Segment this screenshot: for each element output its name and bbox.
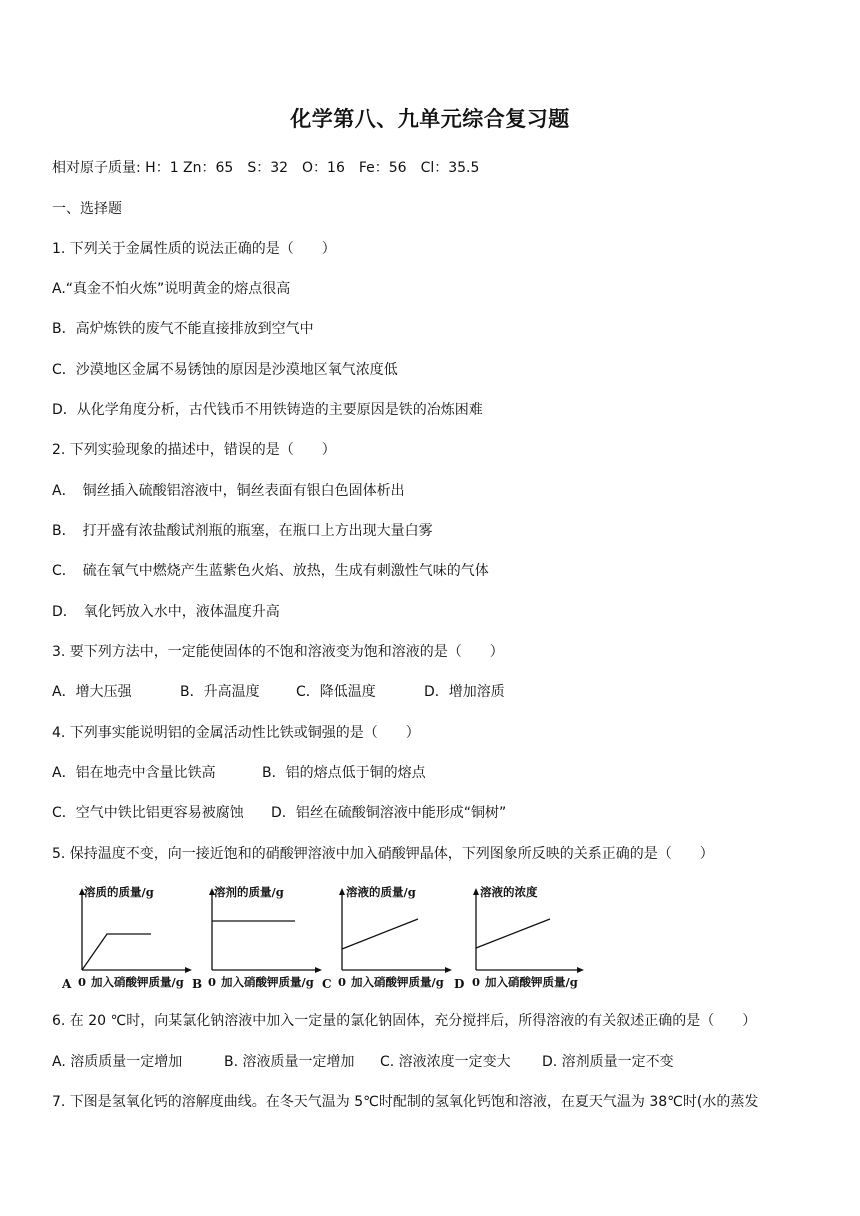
- graph-a-origin: 0: [78, 975, 87, 989]
- question-3-option-c: C．降低温度: [296, 684, 376, 700]
- graph-d-ylabel: 溶液的浓度: [480, 885, 538, 899]
- graph-c-x-arrow: [445, 967, 452, 973]
- graph-a-x-arrow: [185, 967, 192, 973]
- question-1-option-a: A.“真金不怕火炼”说明黄金的熔点很高: [52, 281, 291, 297]
- question-4-option-a: A．铝在地壳中含量比铁高: [52, 765, 216, 781]
- graph-c-letter: C: [322, 977, 332, 991]
- question-4-options-row1: [52, 763, 426, 783]
- question-6-option-c: C. 溶液浓度一定变大: [380, 1054, 511, 1070]
- question-4-options-row2: [52, 803, 506, 823]
- question-4-option-b: B．铝的熔点低于铜的熔点: [262, 765, 426, 781]
- question-6-options: [52, 1052, 674, 1072]
- graph-d-svg: [454, 882, 584, 992]
- graph-c-y-arrow: [339, 888, 345, 895]
- question-3-stem: 3. 要下列方法中，一定能使固体的不饱和溶液变为饱和溶液的是（ ）: [52, 644, 504, 660]
- question-6-stem: 6. 在 20 ℃时，向某氯化钠溶液中加入一定量的氯化钠固体，充分搅拌后，所得溶液的有关叙述正确的是（ ）: [52, 1013, 757, 1029]
- question-3-options: [52, 682, 505, 702]
- question-3-option-a: A．增大压强: [52, 684, 132, 700]
- question-2-option-a: A． 铜丝插入硫酸铝溶液中，铜丝表面有银白色固体析出: [52, 483, 405, 499]
- question-6-option-d: D. 溶剂质量一定不变: [542, 1054, 674, 1070]
- question-1-stem: 1. 下列关于金属性质的说法正确的是（ ）: [52, 241, 336, 257]
- graph-d-origin: 0: [472, 975, 481, 989]
- graph-a-curve: [82, 934, 151, 970]
- question-4-option-c: C．空气中铁比铝更容易被腐蚀: [52, 805, 244, 821]
- atomic-mass-line: 相对原子质量: H：1 Zn：65 S：32 O：16 Fe：56 Cl：35.5: [52, 160, 480, 176]
- graph-a-xlabel: 加入硝酸钾质量/g: [91, 975, 184, 989]
- graph-c-ylabel: 溶液的质量/g: [346, 885, 416, 899]
- graph-d-letter: D: [454, 977, 465, 991]
- graph-b-x-arrow: [315, 967, 322, 973]
- question-2-stem: 2. 下列实验现象的描述中，错误的是（ ）: [52, 442, 336, 458]
- graph-a-svg: [62, 882, 192, 992]
- graph-a: [62, 882, 192, 992]
- question-1-option-d: D．从化学角度分析，古代钱币不用铁铸造的主要原因是铁的冶炼困难: [52, 402, 483, 418]
- graph-d-y-arrow: [473, 888, 479, 895]
- question-5-stem: 5. 保持温度不变，向一接近饱和的硝酸钾溶液中加入硝酸钾晶体，下列图象所反映的关系正确的是（ ）: [52, 846, 714, 862]
- graph-c-xlabel: 加入硝酸钾质量/g: [351, 975, 444, 989]
- graph-b-xlabel: 加入硝酸钾质量/g: [221, 975, 314, 989]
- graph-c-curve: [342, 919, 418, 949]
- question-1-option-b: B．高炉炼铁的废气不能直接排放到空气中: [52, 321, 314, 337]
- question-4-option-d: D．铝丝在硫酸铜溶液中能形成“铜树”: [271, 805, 507, 821]
- graph-d-xlabel: 加入硝酸钾质量/g: [485, 975, 578, 989]
- question-2-option-d: D． 氧化钙放入水中，液体温度升高: [52, 604, 280, 620]
- question-7-stem: 7. 下图是氢氧化钙的溶解度曲线。在冬天气温为 5℃时配制的氢氧化钙饱和溶液，在夏天气温为 38℃时(水的蒸发: [52, 1094, 759, 1110]
- graph-a-letter: A: [62, 977, 72, 991]
- graph-c-svg: [322, 882, 452, 992]
- graph-b: [192, 882, 322, 992]
- graph-c: [322, 882, 452, 992]
- question-1-option-c: C．沙漠地区金属不易锈蚀的原因是沙漠地区氧气浓度低: [52, 362, 398, 378]
- question-2-option-b: B． 打开盛有浓盐酸试剂瓶的瓶塞，在瓶口上方出现大量白雾: [52, 523, 433, 539]
- question-2-option-c: C． 硫在氧气中燃烧产生蓝紫色火焰、放热，生成有刺激性气味的气体: [52, 563, 489, 579]
- section-heading: 一、选择题: [52, 201, 122, 217]
- graph-b-origin: 0: [208, 975, 217, 989]
- question-6-option-b: B. 溶液质量一定增加: [224, 1054, 355, 1070]
- question-6-option-a: A. 溶质质量一定增加: [52, 1054, 183, 1070]
- graph-b-ylabel: 溶剂的质量/g: [214, 885, 284, 899]
- page-title: 化学第八、九单元综合复习题: [290, 107, 570, 131]
- question-4-stem: 4. 下列事实能说明铝的金属活动性比铁或铜强的是（ ）: [52, 725, 420, 741]
- graph-c-origin: 0: [338, 975, 347, 989]
- graph-a-ylabel: 溶质的质量/g: [84, 885, 154, 899]
- graph-d-curve: [476, 919, 550, 948]
- graph-d: [454, 882, 584, 992]
- graph-d-x-arrow: [577, 967, 584, 973]
- question-3-option-b: B．升高温度: [180, 684, 260, 700]
- question-3-option-d: D．增加溶质: [424, 684, 505, 700]
- graph-b-letter: B: [192, 977, 203, 991]
- graph-b-svg: [192, 882, 322, 992]
